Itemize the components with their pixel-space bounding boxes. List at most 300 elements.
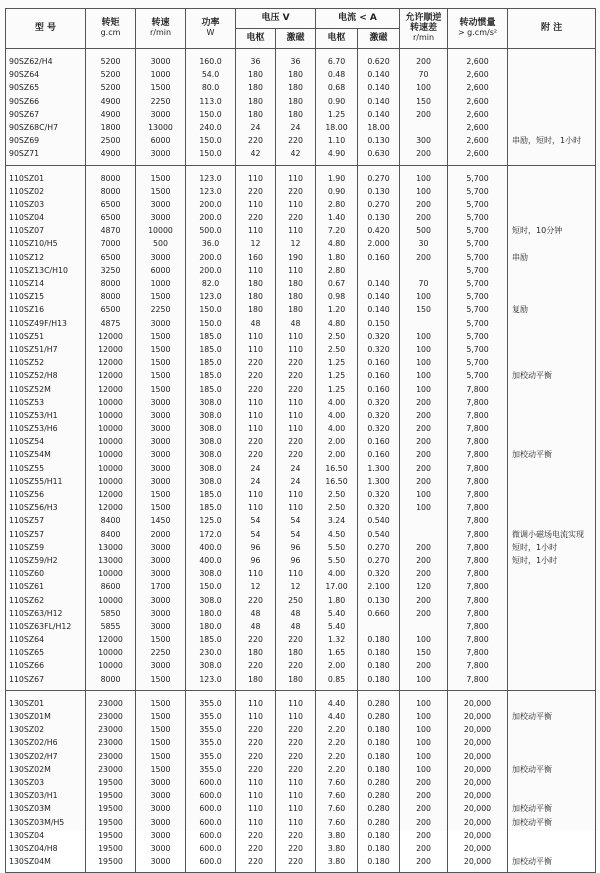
table-cell: 20,000 [463, 764, 492, 774]
table-cell [358, 620, 399, 633]
table-cell: 1700 [150, 582, 171, 592]
table-cell: 220 [288, 371, 303, 381]
table-cell: 20,000 [463, 725, 492, 735]
table-cell: 20,000 [463, 777, 492, 787]
column-voltage-field [276, 172, 315, 686]
table-cell: 600.0 [199, 791, 222, 801]
header-speed: 转速 r/min [136, 9, 186, 49]
table-cell: 0.280 [367, 791, 390, 801]
table-cell: 110SZ63/H12 [9, 608, 63, 618]
table-cell: 19500 [98, 791, 123, 801]
table-cell: 5,700 [466, 226, 489, 236]
note-empty [512, 567, 595, 580]
table-cell: 100 [416, 83, 431, 93]
table-cell: 0.160 [367, 437, 390, 447]
table-cell: 200 [416, 843, 431, 853]
table-cell: 6000 [150, 265, 171, 275]
table-cell: 130SZ02/H6 [9, 738, 58, 748]
table-cell: 17.00 [325, 582, 348, 592]
table-cell: 5,700 [466, 371, 489, 381]
table-cell: 220 [248, 830, 263, 840]
table-cell: 96 [250, 542, 261, 552]
table-cell: 13000 [98, 555, 123, 565]
table-cell: 90SZ69 [9, 136, 40, 146]
table-cell: 180 [248, 109, 263, 119]
table-cell: 180 [248, 674, 263, 684]
table-cell: 5.50 [327, 555, 346, 565]
table-cell: 20,000 [463, 698, 492, 708]
table-cell: 200.0 [199, 265, 222, 275]
table-cell: 12 [290, 582, 301, 592]
table-cell: 90SZ62/H4 [9, 57, 53, 66]
table-cell: 4.00 [327, 410, 346, 420]
table-cell: 185.0 [199, 635, 222, 645]
table-cell: 1500 [150, 712, 171, 721]
table-cell: 5200 [100, 83, 121, 93]
table-cell: 130SZ01M [9, 712, 51, 721]
table-cell: 5,700 [466, 344, 489, 354]
table-cell: 3000 [150, 450, 171, 460]
table-cell: 7000 [100, 239, 121, 249]
table-cell: 185.0 [199, 371, 222, 381]
table-cell: 200 [416, 476, 431, 486]
table-cell: 2.80 [327, 199, 346, 209]
note-empty [512, 475, 595, 488]
table-cell: 240.0 [199, 122, 222, 132]
table-cell: 12000 [98, 344, 123, 354]
table-cell: 3000 [150, 318, 171, 328]
group-1 [6, 49, 596, 166]
table-cell: 90SZ64 [9, 70, 40, 80]
table-cell: 1500 [150, 173, 171, 183]
table-cell: 220 [248, 661, 263, 671]
note-text: 短时，10分钟 [512, 226, 563, 236]
table-cell: 54 [250, 516, 261, 526]
table-cell: 1500 [150, 344, 171, 354]
table-cell: 0.140 [367, 83, 390, 93]
table-cell: 123.0 [199, 186, 222, 196]
column-speed [136, 697, 185, 868]
note-text: 短时，1小时 [512, 555, 558, 565]
table-cell: 100 [416, 674, 431, 684]
table-cell: 110 [288, 712, 303, 721]
table-cell: 3000 [150, 569, 171, 579]
table-cell: 10000 [98, 595, 123, 605]
table-cell: 250 [288, 595, 303, 605]
spec-table [5, 8, 596, 873]
note-empty [512, 108, 595, 121]
column-power [186, 172, 235, 686]
table-cell: 20,000 [463, 843, 492, 853]
table-cell: 100 [416, 490, 431, 499]
table-cell: 5.40 [327, 621, 346, 631]
table-cell: 7.60 [327, 804, 346, 814]
table-cell: 110 [288, 698, 303, 708]
table-cell: 110SZ57 [9, 529, 45, 539]
table-cell: 2,600 [466, 83, 489, 93]
note-empty [512, 594, 595, 607]
table-cell: 150.0 [199, 136, 222, 146]
header-current: 电流 < A [316, 9, 400, 29]
table-cell: 0.140 [367, 109, 390, 119]
column-torque [86, 172, 135, 686]
table-cell: 100 [416, 751, 431, 761]
table-cell: 2,600 [466, 70, 489, 80]
column-speed [136, 172, 185, 686]
table-cell: 2.50 [327, 490, 346, 499]
table-cell: 6000 [150, 136, 171, 146]
table-cell: 7,800 [466, 516, 489, 526]
column-inertia [448, 55, 507, 161]
table-cell: 2.50 [327, 503, 346, 513]
table-cell: 1.20 [327, 305, 346, 315]
table-cell: 150 [416, 648, 431, 658]
table-cell: 110 [248, 226, 263, 236]
table-cell: 20,000 [463, 738, 492, 748]
column-reverse-speed-diff [400, 55, 447, 161]
table-cell: 7,800 [466, 450, 489, 460]
table-cell: 130SZ01 [9, 698, 45, 708]
table-cell: 110 [288, 199, 303, 209]
table-cell: 110SZ55 [9, 463, 45, 473]
table-cell: 220 [248, 764, 263, 774]
table-cell: 82.0 [201, 279, 220, 288]
table-cell: 19500 [98, 817, 123, 827]
table-cell: 160.0 [199, 57, 222, 66]
header-reverse: 允许顺逆 转速差 r/min [400, 9, 448, 49]
table-cell: 300 [416, 136, 431, 146]
table-cell: 185.0 [199, 503, 222, 513]
table-cell: 0.420 [367, 226, 390, 236]
note-empty [512, 422, 595, 435]
table-cell: 2,600 [466, 149, 489, 159]
table-cell: 54.0 [201, 70, 220, 80]
header-current-field: 激磁 [358, 29, 400, 49]
table-cell: 1500 [150, 764, 171, 774]
table-cell: 12000 [98, 358, 123, 368]
table-cell: 8000 [100, 279, 121, 288]
table-cell: 23000 [98, 712, 123, 721]
note-empty [512, 317, 595, 330]
table-cell: 4900 [100, 96, 121, 106]
table-cell: 0.140 [367, 305, 390, 315]
table-cell: 2,600 [466, 109, 489, 119]
table-cell: 110SZ64 [9, 635, 45, 645]
table-cell: 110SZ10/H5 [9, 239, 58, 249]
table-cell: 2.50 [327, 331, 346, 341]
table-cell: 1.10 [327, 136, 346, 146]
note-empty [512, 383, 595, 396]
table-cell: 150 [416, 96, 431, 106]
table-cell: 200 [416, 817, 431, 827]
table-cell: 200 [416, 410, 431, 420]
table-cell: 7,800 [466, 529, 489, 539]
table-cell: 0.180 [367, 635, 390, 645]
table-cell: 5,700 [466, 173, 489, 183]
table-cell: 110SZ01 [9, 173, 45, 183]
table-cell: 0.90 [327, 96, 346, 106]
table-cell: 1.40 [327, 213, 346, 223]
table-cell: 100 [416, 738, 431, 748]
table-cell: 355.0 [199, 712, 222, 721]
table-cell: 110SZ57 [9, 516, 45, 526]
table-cell: 220 [288, 450, 303, 460]
note-text: 加校动平衡 [512, 764, 553, 774]
note-text: 加校动平衡 [512, 857, 553, 867]
table-cell: 110SZ04 [9, 213, 45, 223]
table-cell: 3000 [150, 463, 171, 473]
column-torque [86, 697, 135, 868]
table-cell: 110 [248, 173, 263, 183]
table-cell [400, 264, 447, 277]
table-cell: 100 [416, 712, 431, 721]
table-cell: 220 [248, 358, 263, 368]
table-cell: 2.80 [327, 265, 346, 275]
table-cell: 500 [416, 226, 431, 236]
table-cell: 100 [416, 384, 431, 394]
table-cell: 12 [250, 582, 261, 592]
table-cell: 100 [416, 764, 431, 774]
table-cell: 308.0 [199, 397, 222, 407]
table-cell: 120 [416, 582, 431, 592]
table-cell: 3250 [100, 265, 121, 275]
table-cell: 0.160 [367, 358, 390, 368]
table-cell: 220 [288, 358, 303, 368]
table-cell: 48 [290, 621, 301, 631]
table-cell: 200 [416, 608, 431, 618]
table-cell: 200 [416, 437, 431, 447]
table-cell: 7,800 [466, 621, 489, 631]
table-cell: 180 [288, 96, 303, 106]
table-cell: 70 [418, 70, 429, 80]
table-cell: 3000 [150, 595, 171, 605]
table-cell: 10000 [98, 397, 123, 407]
table-cell: 130SZ04M [9, 857, 51, 867]
table-cell: 110 [288, 410, 303, 420]
header-current-armature: 电枢 [316, 29, 358, 49]
table-cell: 150.0 [199, 109, 222, 119]
table-cell: 200 [416, 109, 431, 119]
column-torque [86, 55, 135, 161]
table-cell: 2.100 [367, 582, 390, 592]
table-cell: 1.80 [327, 595, 346, 605]
table-cell: 18.00 [367, 122, 390, 132]
table-cell: 54 [290, 529, 301, 539]
table-cell: 3.80 [327, 843, 346, 853]
table-cell: 308.0 [199, 437, 222, 447]
table-cell: 19500 [98, 843, 123, 853]
table-cell: 5.50 [327, 542, 346, 552]
table-cell: 200 [416, 791, 431, 801]
table-cell: 220 [248, 450, 263, 460]
column-voltage-armature [236, 55, 275, 161]
table-cell: 110SZ60 [9, 569, 45, 579]
table-cell: 3000 [150, 424, 171, 434]
note-empty [512, 829, 595, 842]
table-cell: 19500 [98, 857, 123, 867]
note-empty [512, 172, 595, 185]
table-cell: 3000 [150, 830, 171, 840]
table-cell: 3.80 [327, 830, 346, 840]
table-cell: 100 [416, 503, 431, 513]
table-cell: 24 [250, 122, 261, 132]
table-cell: 200 [416, 252, 431, 262]
table-cell: 30 [418, 239, 429, 249]
table-cell: 20,000 [463, 712, 492, 721]
table-cell: 110SZ16 [9, 305, 45, 315]
table-cell: 600.0 [199, 843, 222, 853]
table-cell: 6500 [100, 199, 121, 209]
table-cell: 2,600 [466, 57, 489, 66]
table-cell: 0.280 [367, 698, 390, 708]
table-cell: 20,000 [463, 751, 492, 761]
table-cell: 110 [288, 226, 303, 236]
table-cell: 500.0 [199, 226, 222, 236]
table-cell: 172.0 [199, 529, 222, 539]
table-cell: 20,000 [463, 857, 492, 867]
column-inertia [448, 697, 507, 868]
column-voltage-field [276, 697, 315, 868]
note-empty [512, 95, 595, 108]
table-cell: 200 [416, 542, 431, 552]
table-cell: 10000 [98, 661, 123, 671]
table-cell: 0.270 [367, 173, 390, 183]
note-empty [512, 237, 595, 250]
table-cell: 100 [416, 292, 431, 302]
table-cell: 0.180 [367, 738, 390, 748]
table-cell: 23000 [98, 725, 123, 735]
table-cell: 0.180 [367, 648, 390, 658]
header-voltage: 电压 V [236, 9, 316, 29]
table-cell: 220 [248, 751, 263, 761]
table-cell: 220 [288, 830, 303, 840]
table-cell: 220 [248, 213, 263, 223]
note-empty [512, 198, 595, 211]
table-cell: 100 [416, 358, 431, 368]
note-empty [512, 68, 595, 81]
table-cell: 12 [290, 239, 301, 249]
table-cell: 0.130 [367, 213, 390, 223]
table-cell: 23000 [98, 738, 123, 748]
table-cell: 1500 [150, 331, 171, 341]
table-cell: 19500 [98, 777, 123, 787]
table-cell: 180.0 [199, 621, 222, 631]
table-cell: 5,700 [466, 186, 489, 196]
table-cell: 308.0 [199, 476, 222, 486]
table-cell: 110SZ03 [9, 199, 45, 209]
column-model [6, 697, 85, 868]
header-power: 功率 W [186, 9, 236, 49]
table-cell: 180 [248, 96, 263, 106]
table-cell: 0.140 [367, 70, 390, 80]
table-cell: 110SZ54M [9, 450, 51, 460]
table-cell: 2.20 [327, 725, 346, 735]
table-cell: 123.0 [199, 674, 222, 684]
table-cell: 110 [288, 817, 303, 827]
table-cell: 8000 [100, 674, 121, 684]
table-cell: 1.25 [327, 371, 346, 381]
table-cell: 3000 [150, 777, 171, 787]
table-cell: 13000 [98, 542, 123, 552]
table-cell: 19500 [98, 804, 123, 814]
table-cell: 10000 [98, 648, 123, 658]
note-empty [512, 290, 595, 303]
note-empty [512, 488, 595, 501]
table-cell: 0.320 [367, 331, 390, 341]
table-cell: 600.0 [199, 857, 222, 867]
note-empty [512, 264, 595, 277]
table-cell: 1000 [150, 279, 171, 288]
note-empty [512, 343, 595, 356]
table-cell: 308.0 [199, 661, 222, 671]
table-cell: 200 [416, 57, 431, 66]
table-cell: 3.24 [327, 516, 346, 526]
table-cell: 0.48 [327, 70, 346, 80]
table-cell: 3000 [150, 410, 171, 420]
table-cell: 10000 [98, 463, 123, 473]
table-cell: 110SZ51 [9, 331, 45, 341]
table-cell: 190 [288, 252, 303, 262]
table-cell: 2,600 [466, 122, 489, 132]
table-cell: 4870 [100, 226, 121, 236]
table-cell: 2000 [150, 529, 171, 539]
table-cell: 0.270 [367, 199, 390, 209]
table-cell: 12000 [98, 384, 123, 394]
table-cell: 5,700 [466, 265, 489, 275]
table-cell: 8400 [100, 529, 121, 539]
table-cell: 7,800 [466, 608, 489, 618]
table-body [6, 49, 596, 873]
note-empty [512, 356, 595, 369]
table-cell: 110 [288, 791, 303, 801]
table-cell: 100 [416, 635, 431, 645]
table-cell: 20,000 [463, 830, 492, 840]
table-cell: 308.0 [199, 450, 222, 460]
table-cell: 600.0 [199, 830, 222, 840]
table-cell: 220 [248, 738, 263, 748]
table-cell: 0.320 [367, 503, 390, 513]
table-cell: 110 [248, 490, 263, 499]
table-cell: 0.280 [367, 804, 390, 814]
table-cell: 0.160 [367, 450, 390, 460]
table-cell: 7,800 [466, 384, 489, 394]
table-cell: 3000 [150, 817, 171, 827]
table-cell: 1800 [100, 122, 121, 132]
table-cell: 110 [288, 424, 303, 434]
table-cell: 0.630 [367, 149, 390, 159]
table-cell: 0.140 [367, 292, 390, 302]
table-cell: 0.320 [367, 397, 390, 407]
table-cell: 0.180 [367, 674, 390, 684]
group-3 [6, 690, 596, 872]
table-cell: 308.0 [199, 424, 222, 434]
table-cell: 220 [248, 437, 263, 447]
table-cell: 220 [248, 136, 263, 146]
table-cell: 308.0 [199, 410, 222, 420]
table-cell: 1500 [150, 371, 171, 381]
table-cell: 1500 [150, 384, 171, 394]
table-cell: 12000 [98, 503, 123, 513]
table-cell: 10000 [148, 226, 173, 236]
table-cell: 110SZ66 [9, 661, 45, 671]
table-cell [400, 528, 447, 541]
table-cell: 5,700 [466, 213, 489, 223]
table-cell: 5,700 [466, 252, 489, 262]
table-cell: 2250 [150, 96, 171, 106]
table-cell: 42 [250, 149, 261, 159]
table-cell: 0.320 [367, 490, 390, 499]
table-cell: 130SZ03M [9, 804, 51, 814]
